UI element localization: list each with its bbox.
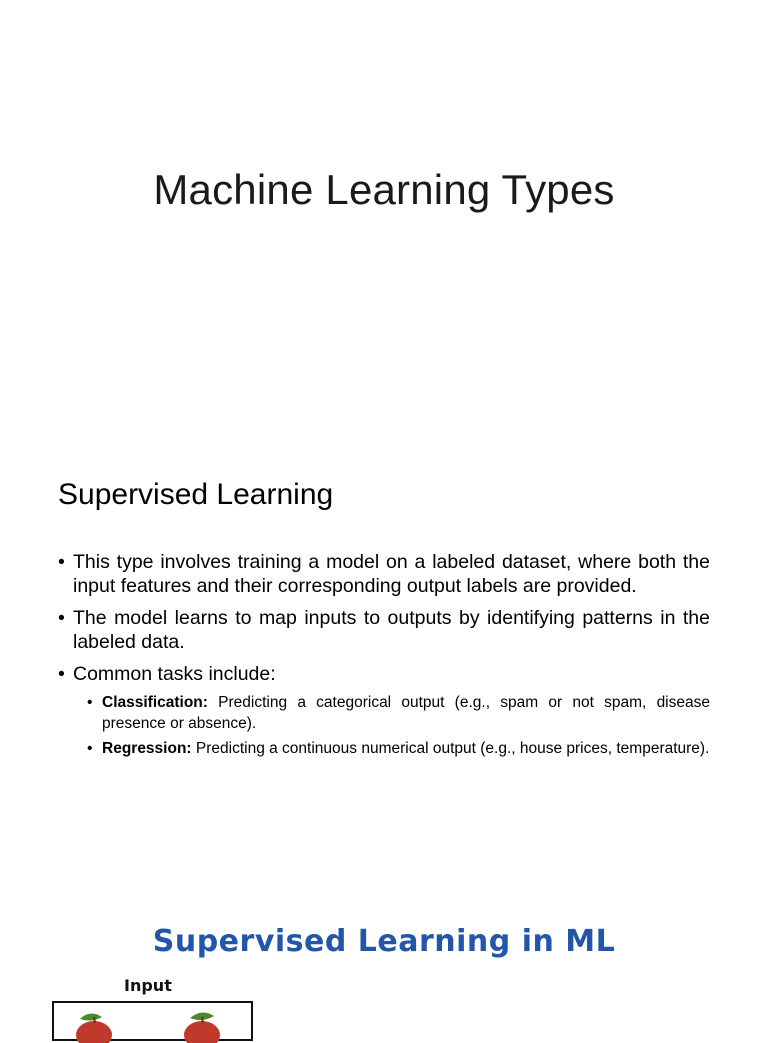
bullet-text: Common tasks include: — [73, 663, 276, 685]
apple-icon — [72, 1009, 116, 1043]
section-title: Supervised Learning — [58, 478, 334, 511]
bullet-text: This type involves training a model on a labeled dataset, where both the input features and their corresponding output labels are provided. — [73, 551, 710, 597]
sub-bullet-text: Predicting a categorical output (e.g., spam or not spam, disease presence or absence). — [102, 694, 710, 732]
sub-bullet-term: Regression: — [102, 740, 192, 757]
sub-bullet-item — [87, 738, 710, 759]
bullet-list — [58, 550, 710, 767]
bullet-item — [58, 550, 710, 598]
input-label: Input — [124, 976, 172, 995]
sub-bullet-text: Predicting a continuous numerical output (e.g., house prices, temperature). — [191, 740, 710, 757]
input-image-box — [52, 1001, 253, 1041]
slide-title: Machine Learning Types — [153, 166, 615, 213]
sub-bullet-term: Classification: — [102, 694, 208, 711]
bullet-text: The model learns to map inputs to outputs by identifying patterns in the labeled data. — [73, 607, 710, 653]
bullet-item — [58, 662, 710, 759]
apple-icon — [180, 1009, 224, 1043]
sub-bullet-list — [87, 692, 710, 759]
figure-heading: Supervised Learning in ML — [152, 924, 616, 959]
sub-bullet-item — [87, 692, 710, 734]
bullet-item — [58, 606, 710, 654]
